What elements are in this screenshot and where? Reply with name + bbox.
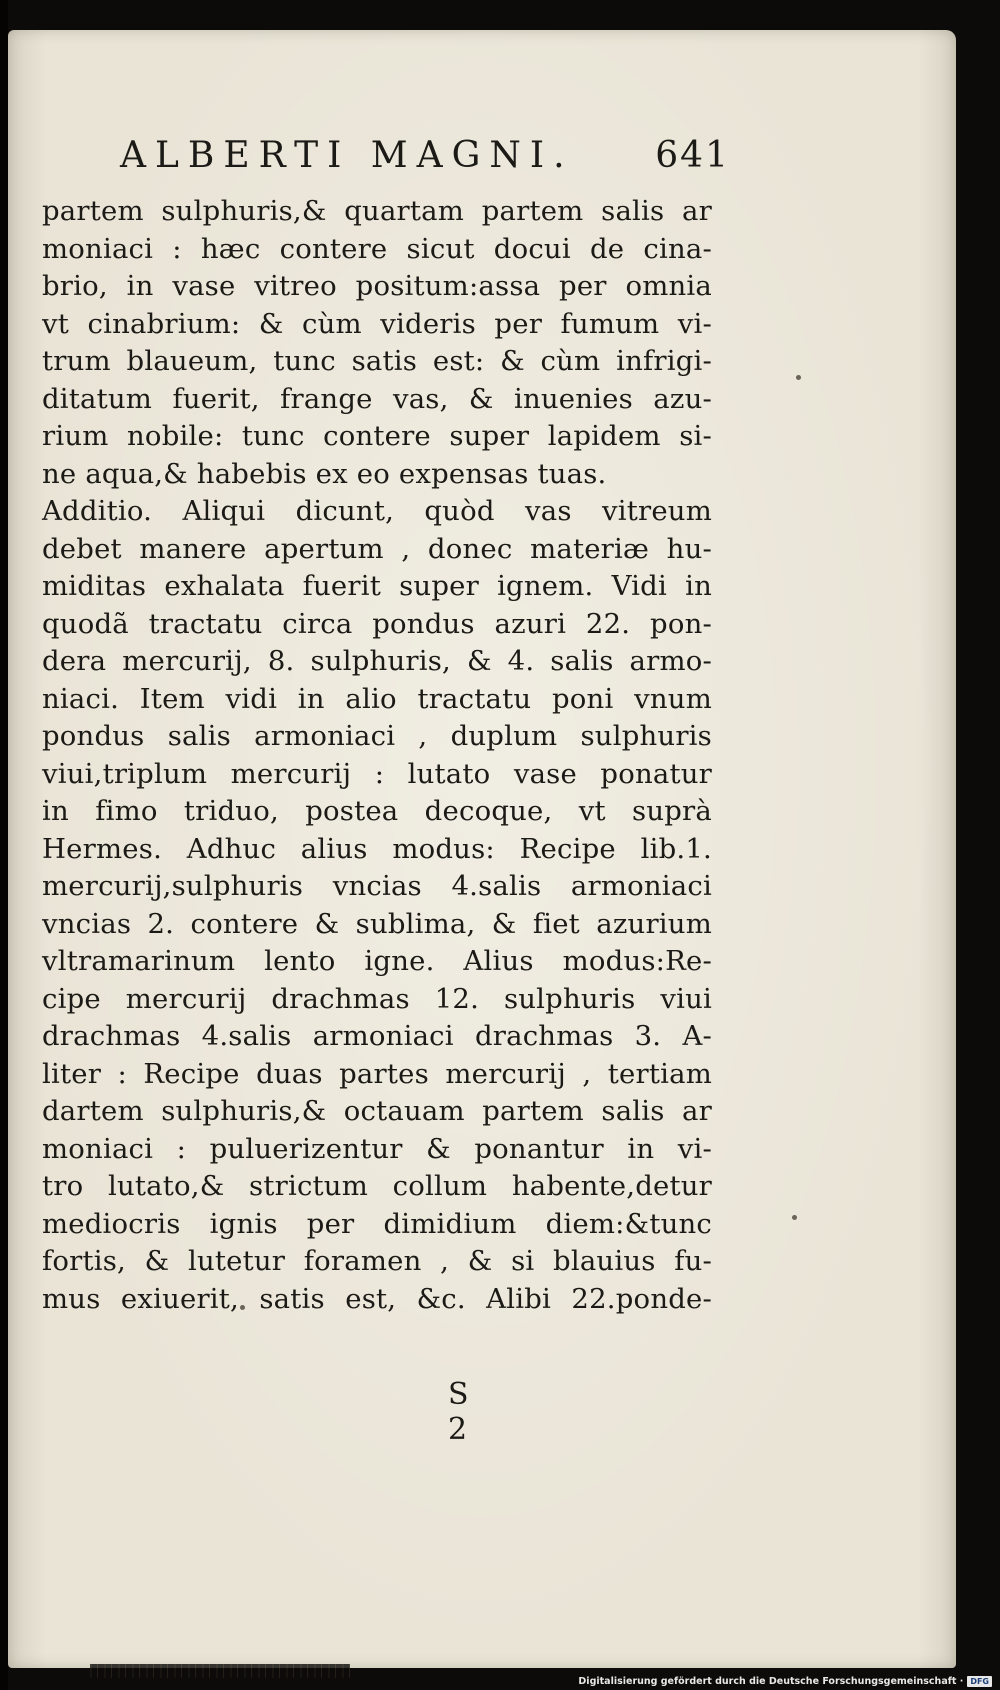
text-line: vt cinabrium: & cùm videris per fumum vi- (42, 307, 712, 340)
text-line: mus exiuerit, satis est, &c. Alibi 22.ponde- (42, 1282, 712, 1315)
text-line: rium nobile: tunc contere super lapidem si- (42, 420, 712, 452)
digitization-credit (578, 1676, 992, 1687)
text-line: vncias 2. contere & sublima, & fiet azurium (42, 907, 712, 940)
paper-speck (796, 375, 801, 380)
running-head-title: ALBERTI MAGNI. (120, 135, 574, 176)
text-line: Additio. Aliqui dicunt, quòd vas vitreum (42, 495, 712, 527)
text-line: tro lutato,& strictum collum habente,detur (42, 1170, 712, 1202)
text-line: dartem sulphuris,& octauam partem salis ar (42, 1095, 712, 1127)
text-line: ditatum fuerit, frange vas, & inuenies azu- (42, 382, 712, 415)
text-line: fortis, & lutetur foramen , & si blauius fu- (42, 1245, 712, 1277)
credit-text: Digitalisierung gefördert durch die Deutsche Forschungsgemeinschaft · (578, 1676, 964, 1687)
text-line: trum blaueum, tunc satis est: & cùm infrigi- (42, 345, 712, 377)
text-line: cipe mercurij drachmas 12. sulphuris viui (42, 982, 712, 1015)
text-line: liter : Recipe duas partes mercurij , tertiam (42, 1057, 712, 1090)
text-line: moniaci : puluerizentur & ponantur in vi- (42, 1132, 712, 1165)
dfg-logo: DFG (967, 1676, 992, 1687)
text-line: vltramarinum lento igne. Alius modus:Re- (42, 945, 712, 977)
body-text (42, 193, 712, 1318)
text-line: dera mercurij, 8. sulphuris, & 4. salis armo- (42, 645, 712, 677)
text-line: Hermes. Adhuc alius modus: Recipe lib.1. (42, 832, 712, 865)
text-line: debet manere apertum , donec materiæ hu- (42, 532, 712, 565)
page-number: 641 (655, 135, 730, 176)
text-line: mediocris ignis per dimidium diem:&tunc (42, 1207, 712, 1240)
text-line: viui,triplum mercurij : lutato vase ponatur (42, 757, 712, 790)
text-line: pondus salis armoniaci , duplum sulphuris (42, 720, 712, 752)
signature-mark: S 2 (448, 1377, 487, 1447)
text-line: miditas exhalata fuerit super ignem. Vidi in (42, 570, 712, 602)
text-line: niaci. Item vidi in alio tractatu poni vnum (42, 682, 712, 715)
text-line: ne aqua,& habebis ex eo expensas tuas. (42, 457, 607, 490)
text-line: brio, in vase vitreo positum:assa per omnia (42, 270, 712, 302)
paper-speck (792, 1215, 797, 1220)
text-line: quodã tractatu circa pondus azuri 22. pon- (42, 607, 712, 640)
text-line: mercurij,sulphuris vncias 4.salis armoniaci (42, 870, 712, 902)
text-line: drachmas 4.salis armoniaci drachmas 3. A- (42, 1020, 712, 1052)
text-line: moniaci : hæc contere sicut docui de cina- (42, 232, 712, 265)
scan-edge-marks (90, 1664, 350, 1678)
text-line: partem sulphuris,& quartam partem salis ar (42, 195, 712, 227)
running-head (120, 135, 730, 176)
text-line: in fimo triduo, postea decoque, vt suprà (42, 795, 712, 827)
book-spine-edge (0, 0, 8, 1690)
